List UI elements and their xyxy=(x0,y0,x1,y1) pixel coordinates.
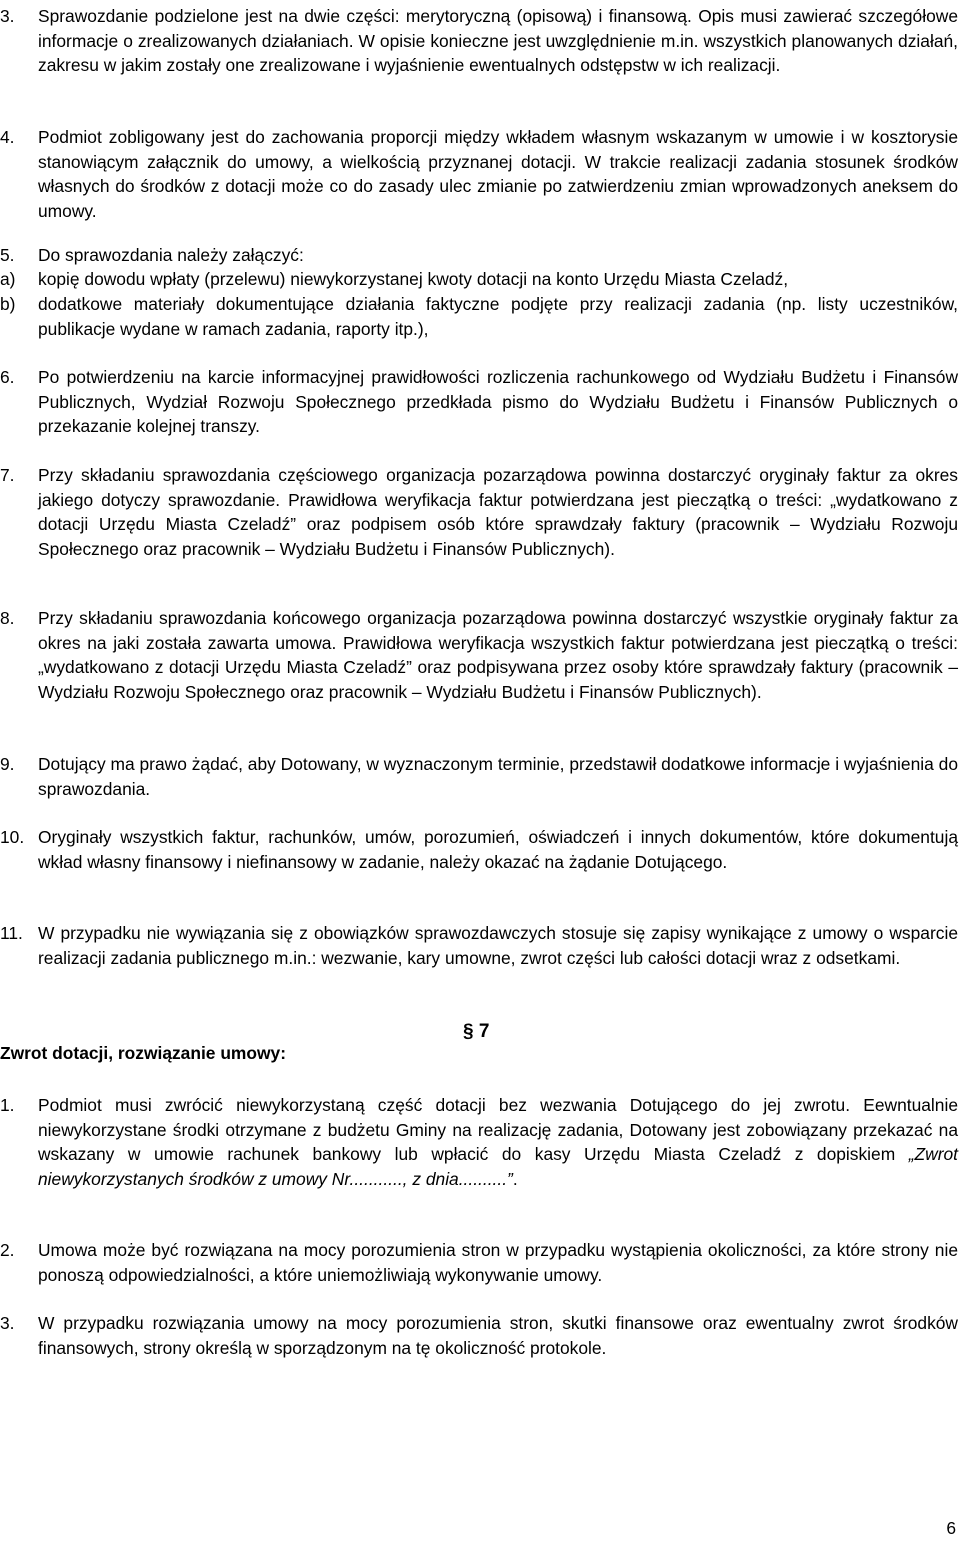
list-item xyxy=(0,4,958,78)
list-item xyxy=(0,463,958,561)
item-number: 1. xyxy=(0,1095,15,1115)
item-text: kopię dowodu wpłaty (przelewu) niewykorzystanej kwoty dotacji na konto Urzędu Miasta Czeladź, xyxy=(38,269,789,289)
item-text: Przy składaniu sprawozdania końcowego organizacja pozarządowa powinna dostarczyć wszystkie oryginały faktur za okres na jaki została zawarta umowa. Prawidłowa weryfikacja wszystkich faktur potwierdzana jest pieczątką o treści: „wydatkowano z dotacji Urzędu Miasta Czeladź” oraz podpisywana przez osoby które sprawdzały faktury (pracownik – Wydziału Rozwoju Społecznego oraz pracownik – Wydziału Budżetu i Finansów Publicznych). xyxy=(38,608,958,702)
item-text: dodatkowe materiały dokumentujące działania faktyczne podjęte przy realizacji zadania (np. listy uczestników, publikacje wydane w ramach zadania, raporty itp.), xyxy=(38,294,958,339)
item-number: 8. xyxy=(0,608,15,628)
item-text: Przy składaniu sprawozdania częściowego organizacja pozarządowa powinna dostarczyć oryginały faktur za okres jakiego dotyczy sprawozdanie. Prawidłowa weryfikacja faktur potwierdzana jest pieczątką o treści: „wydatkowano z dotacji Urzędu Miasta Czeladź” oraz podpisem osób które sprawdzały faktury (pracownik – Wydziału Rozwoju Społecznego oraz pracownik – Wydziału Budżetu i Finansów Publicznych). xyxy=(38,465,958,559)
list-item xyxy=(0,825,958,874)
item-text-main: Podmiot musi zwrócić niewykorzystaną część dotacji bez wezwania Dotującego do jej zwrotu. Eewntualnie niewykorzystane środki otrzymane z budżetu Gminy na realizację zadania, Dotowany jest zobowiązany przekazać na wskazany w umowie rachunek bankowy lub wpłacić do kasy Urzędu Miasta Czeladź z dopiskiem xyxy=(38,1095,958,1165)
list-item xyxy=(0,1238,958,1287)
item-text: Dotujący ma prawo żądać, aby Dotowany, w wyznaczonym terminie, przedstawił dodatkowe informacje i wyjaśnienia do sprawozdania. xyxy=(38,754,958,799)
item-number: 9. xyxy=(0,754,15,774)
section-heading: Zwrot dotacji, rozwiązanie umowy: xyxy=(0,1043,287,1063)
list-item xyxy=(0,125,958,223)
list-item xyxy=(0,1093,958,1191)
list-item xyxy=(0,365,958,439)
list-item xyxy=(0,606,958,704)
sub-list-item xyxy=(0,292,958,341)
item-text: Umowa może być rozwiązana na mocy porozumienia stron w przypadku wystąpienia okoliczności, za które strony nie ponoszą odpowiedzialności, a które uniemożliwiają wykonywanie umowy. xyxy=(38,1240,958,1285)
section-mark: § 7 xyxy=(463,1021,490,1042)
item-number: 3. xyxy=(0,1313,15,1333)
item-text: Podmiot zobligowany jest do zachowania proporcji między wkładem własnym wskazanym w umowie i w kosztorysie stanowiącym załącznik do umowy, a wielkością przyznanej dotacji. W trakcie realizacji zadania stosunek środków własnych do środków z dotacji może co do zasady ulec zmianie po zatwierdzeniu zmian wprowadzonych aneksem do umowy. xyxy=(38,127,958,221)
list-item xyxy=(0,752,958,801)
item-text: Sprawozdanie podzielone jest na dwie części: merytoryczną (opisową) i finansową. Opis musi zawierać szczegółowe informacje o zrealizowanych działaniach. W opisie konieczne jest uwzględnienie m.in. wszystkich planowanych działań, zakresu w jakim zostały one zrealizowane i wyjaśnienie ewentualnych odstępstw w ich realizacji. xyxy=(38,6,958,76)
item-text: W przypadku rozwiązania umowy na mocy porozumienia stron, skutki finansowe oraz ewentualny zwrot środków finansowych, strony określą w sporządzonym na tę okoliczność protokole. xyxy=(38,1313,958,1358)
item-number: 4. xyxy=(0,127,15,147)
list-item xyxy=(0,921,958,970)
list-item xyxy=(0,1311,958,1360)
item-number: 2. xyxy=(0,1240,15,1260)
item-number: 7. xyxy=(0,465,15,485)
item-number: 5. xyxy=(0,245,15,265)
item-letter: b) xyxy=(0,294,16,314)
item-number: 6. xyxy=(0,367,15,387)
item-number: 3. xyxy=(0,6,15,26)
item-text-end: . xyxy=(512,1168,518,1189)
item-text: Po potwierdzeniu na karcie informacyjnej prawidłowości rozliczenia rachunkowego od Wydziału Budżetu i Finansów Publicznych, Wydział Rozwoju Społecznego przedkłada pismo do Wydziału Budżetu i Finansów Publicznych o przekazanie kolejnej transzy. xyxy=(38,367,958,437)
page-number: 6 xyxy=(946,1518,956,1538)
item-text xyxy=(38,1093,958,1191)
list-item xyxy=(0,243,958,268)
item-letter: a) xyxy=(0,269,16,289)
item-text: Oryginały wszystkich faktur, rachunków, umów, porozumień, oświadczeń i innych dokumentów, które dokumentują wkład własny finansowy i niefinansowy w zadanie, należy okazać na żądanie Dotującego. xyxy=(38,827,958,872)
item-text: Do sprawozdania należy załączyć: xyxy=(38,245,304,265)
item-number: 10. xyxy=(0,827,25,847)
item-text-quote: „Zwrot niewykorzystanych środków z umowy Nr..........., z dnia..........” xyxy=(38,1144,958,1189)
item-number: 11. xyxy=(0,923,23,943)
item-text: W przypadku nie wywiązania się z obowiązków sprawozdawczych stosuje się zapisy wynikające z umowy o wsparcie realizacji zadania publicznego m.in.: wezwanie, kary umowne, zwrot części lub całości dotacji wraz z odsetkami. xyxy=(38,923,958,968)
sub-list-item xyxy=(0,267,958,292)
